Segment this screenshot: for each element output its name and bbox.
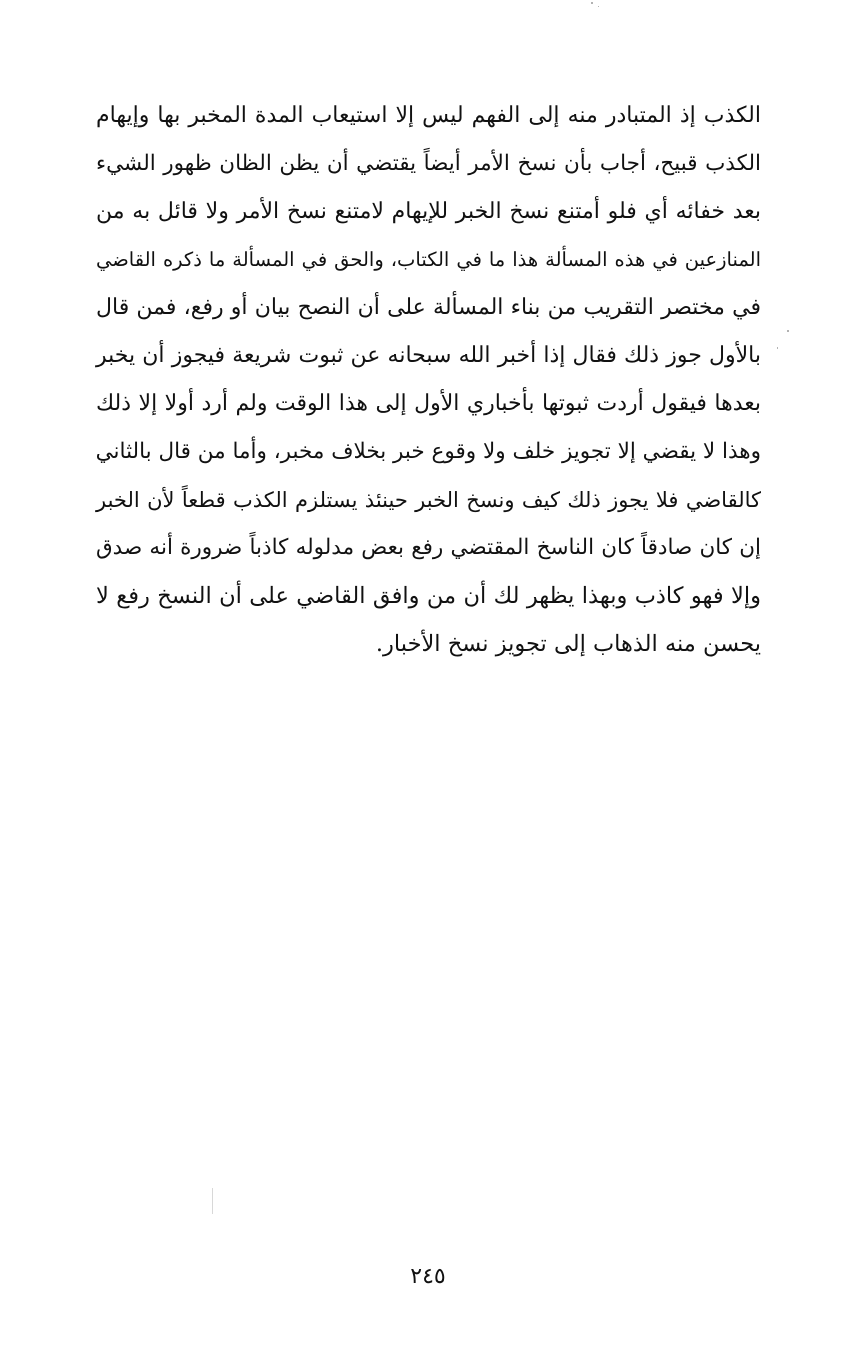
text-line: في مختصر التقريب من بناء المسألة على أن النصح بيان أو رفع، فمن قال — [96, 295, 761, 320]
text-line: يحسن منه الذهاب إلى تجويز نسخ الأخبار. — [375, 631, 761, 657]
scan-crease — [212, 1188, 213, 1214]
text-line: الكذب قبيح، أجاب بأن نسخ الأمر أيضاً يقتضي أن يظن الظان ظهور الشيء — [96, 151, 761, 176]
body-text — [96, 92, 761, 668]
scan-speck — [591, 2, 593, 4]
text-line: الكذب إذ المتبادر منه إلى الفهم ليس إلا استيعاب المدة المخبر بها وإيهام — [96, 103, 761, 128]
text-line: إن كان صادقاً كان الناسخ المقتضي رفع بعض مدلوله كاذباً ضرورة أنه صدق — [96, 535, 761, 560]
text-line: بعد خفائه أي فلو أمتنع نسخ الخبر للإيهام لامتنع نسخ الأمر ولا قائل به من — [96, 199, 761, 224]
text-line: وهذا لا يقضي إلا تجويز خلف ولا وقوع خبر بخلاف مخبر، وأما من قال بالثاني — [95, 439, 761, 464]
text-line: وإلا فهو كاذب وبهذا يظهر لك أن من وافق القاضي على أن النسخ رفع لا — [96, 583, 761, 609]
scan-speck — [777, 347, 778, 349]
text-line: بالأول جوز ذلك فقال إذا أخبر الله سبحانه عن ثبوت شريعة فيجوز أن يخبر — [96, 343, 761, 368]
text-line: كالقاضي فلا يجوز ذلك كيف ونسخ الخبر حينئذ يستلزم الكذب قطعاً لأن الخبر — [96, 488, 761, 512]
text-line: المنازعين في هذه المسألة هذا ما في الكتاب، والحق في المسألة ما ذكره القاضي — [96, 248, 761, 271]
scan-speck — [598, 6, 599, 7]
text-line: بعدها فيقول أردت ثبوتها بأخباري الأول إلى هذا الوقت ولم أرد أولا إلا ذلك — [96, 391, 761, 416]
page-number: ٢٤٥ — [410, 1264, 446, 1289]
scan-speck — [787, 330, 789, 332]
